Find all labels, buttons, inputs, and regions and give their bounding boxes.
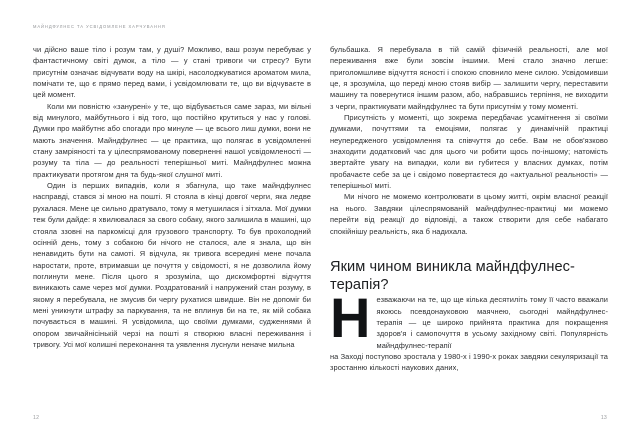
paragraph: бульбашка. Я перебувала в тій самій фізичній реальності, але мої переживання вже були зовсім іншими. Мені стало значно легше: приголомшливе відчуття ясності і спокою сповнило мене силою. Усвідомивши це, я зрозуміла, що переді мною стояв вибір — залишити чергу, переставити машину та повернутися іншим разом, або, набравшись терпіння, не виходити з черги, практикувати майндфулнес та бути присутнім у тому моменті. (330, 45, 608, 111)
running-header: МАЙНДФУЛНЕС ТА УСВІДОМЛЕНЕ ХАРЧУВАННЯ (33, 24, 166, 29)
paragraph: Один із перших випадків, коли я збагнула, що таке майндфулнес насправді, стався зі мною на пошті. Я стояла в кінці довгої черги, яка ледве рухалася. Мене це сильно дратувало, тому я метушилася і зітхала. Мої думки теж були дайде: я хвилювалася за свого собаку, якого залишила в машині, що стояла ззовні на паркомісці для грузового транспорту. То був прохолодний осінній день, тому з собакою би нічого не сталося, але я знала, що він ненавидить бути на самоті. Я відчула, як тривога всередині мене почала наростати, проте, втримавши це почуття у свідомості, я не дозволила йому поглинути мене. Після цього я зрозуміла, що дискомфортні відчуття виникають саме через мої думки. Роздратований і напружений стан розуму, в якому я перебувала, не змусив би чергу рухатися швидше. Він не допоміг би мені уникнути штрафу за паркування, та не вплинув би на те, як мій собака почувається в машині. Я усвідомила, що своїми думками, судженнями й опором звичайнісінькій черзі на пошті я створюю власні переживання і тривогу. Усі мої колишні переконання та уявлення луснули неначе мильна (33, 181, 311, 349)
paragraph: чи дійсно ваше тіло і розум там, у душі? Можливо, ваш розум перебуває у фантастичному світі думок, а тіло — у стані тривоги чи стресу? Бути присутнім означає відчувати воду на шкірі, насолоджуватися ароматом мила, помічати те, що є прямо перед вами, і усвідомлювати те, що ви відчуваєте в цей момент. (33, 45, 311, 100)
section-heading: Яким чином виникла майндфулнес-терапія? (330, 258, 575, 294)
paragraph: Присутність у моменті, що зокрема передбачає усамітнення зі своїми думками, почуттями та емоціями, полягає у динамічній практиці неупередженого усвідомлення та співчуття до себе. Вам не обов'язково знаходити додатковий час для цього чи робити щось по-іншому; натомість звертайте увагу на випадки, коли ви губитеся у власних думках, потім пробачаєте себе за це і свідомо повертаєтеся до «актуальної реальності» — теперішньої миті. (330, 113, 608, 191)
dropcap-paragraph (330, 286, 608, 351)
drop-cap: Н (330, 286, 371, 350)
page-number-right: 13 (600, 415, 607, 421)
dropcap-paragraph-text: езважаючи на те, що ще кілька десятиліть тому її часто вважали якоюсь псевдонауковою маячнею, сьогодні майндфулнес-терапія — це широко прийнята практика для покращення здоров'я і самопочуття в усьому західному світі. Популярність майндфулнес-терапії (376, 295, 608, 350)
paragraph: Ми нічого не можемо контролювати в цьому житті, окрім власної реакції на нього. Завдяки цілеспрямованій майндфулнес-практиці ми можемо перейти від реакції до відповіді, а також створити для себе набагато спокійнішу реальність, яка б надихала. (330, 192, 608, 236)
page-number-left: 12 (33, 415, 40, 421)
right-page-column (330, 44, 608, 374)
paragraph: Коли ми повністю «занурені» у те, що відбувається саме зараз, ми вільні від минулого, майбутнього і від того, що постійно крутиться у нас у голові. Думки про майбутнє або спогади про минуле — це всього лиш думки, вони не мають значення. Майндфулнес — це практика, що полягає в усвідомленні стану замріяності та у цілеспрямованому поверненні нашої усвідомленості — розуму та тіла — до реальності теперішньої миті. Майндфулнес можна практикувати протягом дня та будь-якої слушної миті. (33, 101, 311, 179)
left-page-column (33, 44, 311, 350)
dropcap-paragraph-tail: на Заході поступово зростала у 1980-х і 1990-х роках завдяки секуляризації та зростанню кількості наукових даних, (330, 351, 608, 373)
